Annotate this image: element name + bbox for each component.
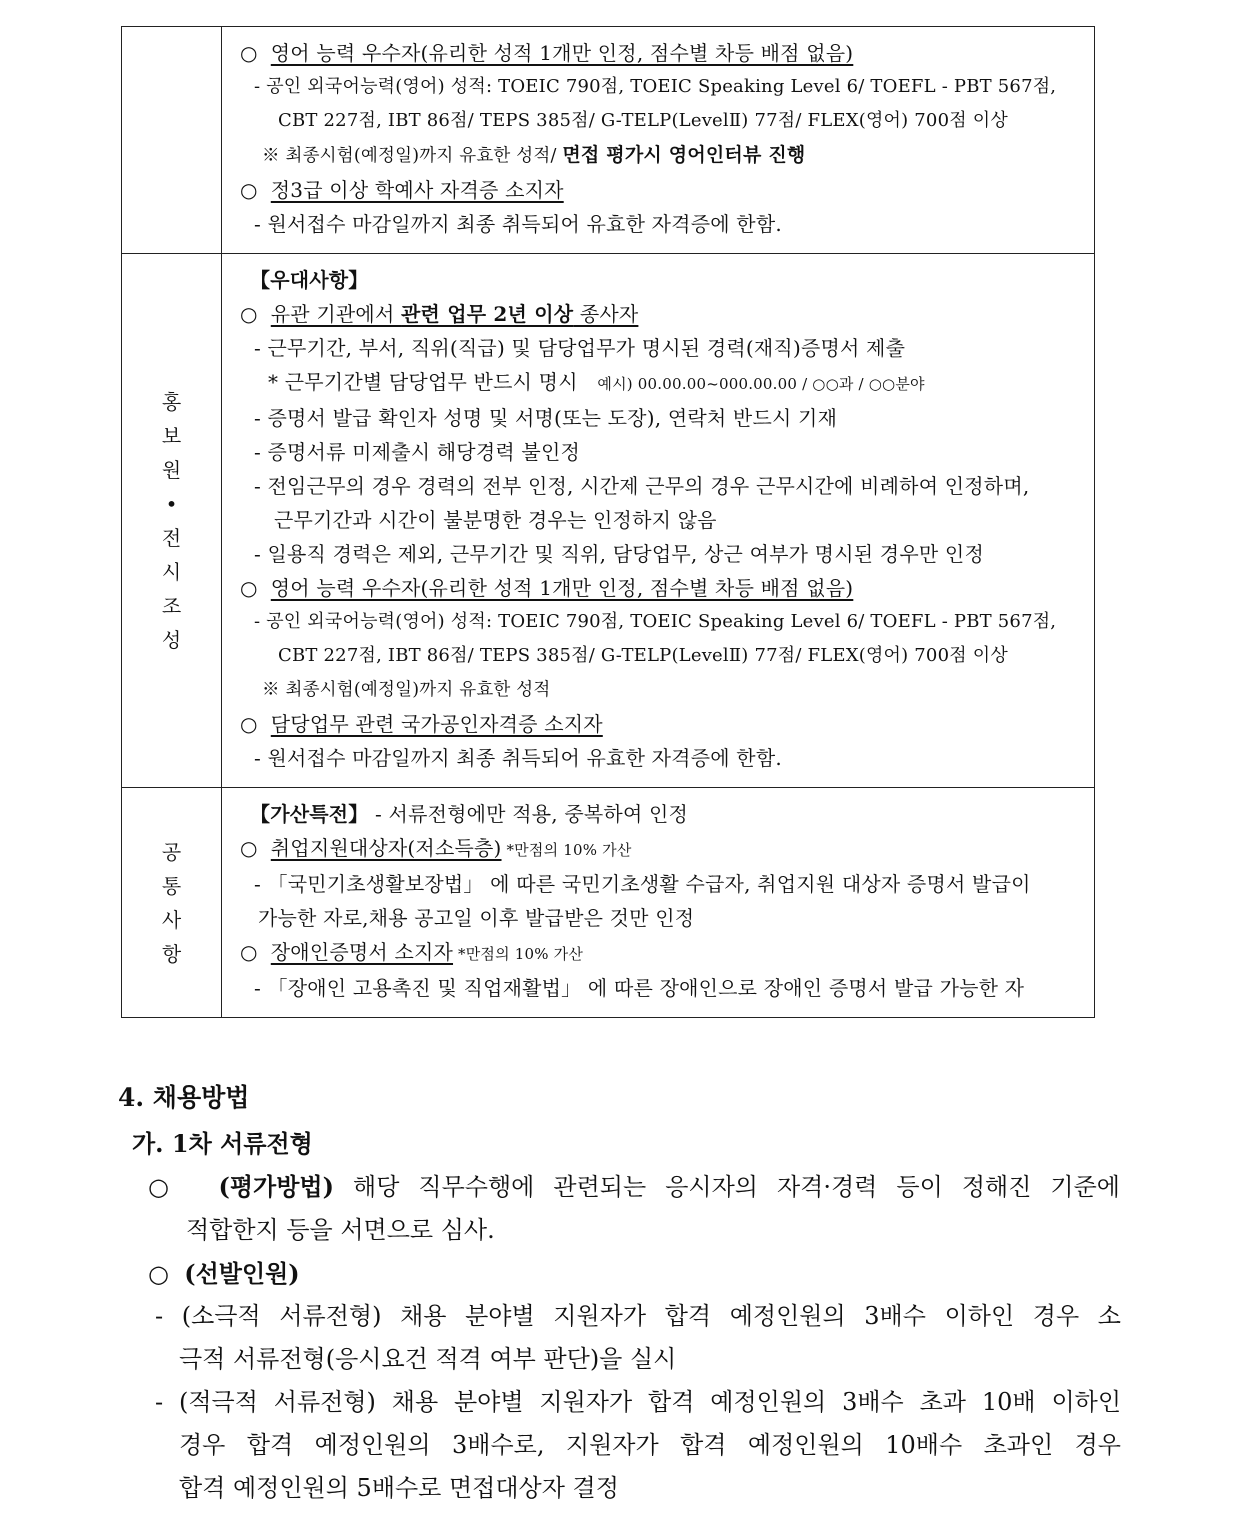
item-title: 담당업무 관련 국가공인자격증 소지자	[270, 712, 603, 736]
table-row	[122, 788, 1095, 1018]
item-detail: - 「국민기초생활보장법」 에 따른 국민기초생활 수급자, 취업지원 대상자 증명서 발급이	[254, 872, 1031, 896]
label-char: •	[165, 491, 178, 516]
example: 예시) 00.00.00~000.00.00 / ○○과 / ○○분야	[597, 375, 925, 393]
item-detail	[236, 365, 1090, 401]
paragraph-label: (평가방법)	[218, 1172, 334, 1201]
bullet-circle: ○	[240, 712, 258, 736]
row-label	[122, 254, 222, 788]
bullet-circle: ○	[240, 302, 258, 326]
emphasis: 관련 업무 2년 이상	[401, 302, 574, 326]
bullet-circle: ○	[240, 576, 258, 600]
list-item	[236, 831, 1090, 867]
label-char: 시	[161, 559, 182, 584]
bullet-circle: ○	[148, 1260, 169, 1288]
paragraph-line: 극적 서류전형(응시요건 적격 여부 판단)을 실시	[179, 1345, 677, 1373]
row-content	[222, 254, 1095, 788]
row-content	[222, 27, 1095, 254]
item-title: 영어 능력 우수자(유리한 성적 1개만 인정, 점수별 차등 배점 없음)	[270, 576, 854, 600]
paragraph-text: 해당 직무수행에 관련되는 응시자의 자격·경력 등이 정해진 기준에	[333, 1173, 1120, 1201]
item-detail: - 증명서류 미제출시 해당경력 불인정	[254, 440, 580, 464]
bullet-circle: ○	[240, 836, 258, 860]
item-title: 취업지원대상자(저소득층)	[270, 836, 502, 860]
list-item	[236, 36, 1090, 70]
bullet-circle: ○	[240, 178, 258, 202]
text: 유관 기관에서	[270, 302, 402, 326]
subsection-title: 가. 1차 서류전형	[132, 1129, 313, 1158]
paragraph-line	[148, 1165, 1120, 1209]
bullet-circle: ○	[240, 940, 258, 964]
table-row	[122, 27, 1095, 254]
label-char: 성	[161, 627, 182, 652]
section-title: 4. 채용방법	[118, 1083, 250, 1112]
item-note: ※ 최종시험(예정일)까지 유효한 성적	[262, 680, 551, 700]
item-bonus-note: *만점의 10% 가산	[501, 841, 632, 859]
paragraph-line: - (소극적 서류전형) 채용 분야별 지원자가 합격 예정인원의 3배수 이하인 경우 소	[155, 1302, 1121, 1330]
label-char: 홍	[161, 389, 182, 414]
label-char: 보	[161, 423, 182, 448]
table-row	[122, 254, 1095, 788]
list-item	[236, 571, 1090, 605]
row-label-empty	[122, 27, 222, 254]
bullet-circle: ○	[240, 41, 258, 65]
label-char: 조	[161, 593, 182, 618]
item-detail: - 원서접수 마감일까지 최종 취득되어 유효한 자격증에 한함.	[254, 212, 782, 236]
text: 종사자	[573, 302, 639, 326]
row-content	[222, 788, 1095, 1018]
text: * 근무기간별 담당업무 반드시 명시	[268, 370, 578, 394]
label-char: 통	[161, 873, 182, 898]
item-detail: CBT 227점, IBT 86점/ TEPS 385점/ G-TELP(LevelⅡ) 77점/ FLEX(영어) 700점 이상	[278, 110, 1008, 131]
item-detail: - 공인 외국어능력(영어) 성적: TOEIC 790점, TOEIC Speaking Level 6/ TOEFL - PBT 567점,	[254, 76, 1057, 97]
vertical-label	[162, 385, 181, 657]
vertical-label	[162, 835, 181, 971]
note-text: ※ 최종시험(예정일)까지 유효한 성적/	[262, 146, 563, 166]
paragraph-passive	[155, 1295, 1121, 1381]
item-title: 장애인증명서 소지자	[270, 940, 454, 964]
paragraph-line: - (적극적 서류전형) 채용 분야별 지원자가 합격 예정인원의 3배수 초과 10배 이하인	[155, 1388, 1121, 1416]
requirements-table	[121, 26, 1095, 1018]
item-detail: 근무기간과 시간이 불분명한 경우는 인정하지 않음	[274, 508, 717, 532]
label-char: 원	[161, 457, 182, 482]
paragraph-active	[155, 1381, 1121, 1510]
label-char: 공	[161, 839, 182, 864]
row-label	[122, 788, 222, 1018]
item-title: 영어 능력 우수자(유리한 성적 1개만 인정, 점수별 차등 배점 없음)	[270, 41, 854, 65]
paragraph-selection	[148, 1252, 300, 1296]
section-heading: 【우대사항】	[250, 268, 369, 292]
label-char: 전	[161, 525, 182, 550]
heading-note: - 서류전형에만 적용, 중복하여 인정	[368, 802, 689, 826]
label-char: 사	[161, 907, 182, 932]
list-item	[236, 935, 1090, 971]
paragraph-line: 적합한지 등을 서면으로 심사.	[186, 1216, 495, 1244]
item-detail: - 근무기간, 부서, 직위(직급) 및 담당업무가 명시된 경력(재직)증명서 제출	[254, 336, 906, 360]
item-title	[271, 302, 639, 326]
item-detail: - 「장애인 고용촉진 및 직업재활법」 에 따른 장애인으로 장애인 증명서 발급 가능한 자	[254, 976, 1025, 1000]
list-item	[236, 707, 1090, 741]
paragraph-line: 합격 예정인원의 5배수로 면접대상자 결정	[179, 1474, 619, 1502]
list-item	[236, 173, 1090, 207]
item-detail: CBT 227점, IBT 86점/ TEPS 385점/ G-TELP(LevelⅡ) 77점/ FLEX(영어) 700점 이상	[278, 645, 1008, 666]
list-item	[236, 297, 1090, 331]
item-title: 정3급 이상 학예사 자격증 소지자	[270, 178, 564, 202]
paragraph-label: (선발인원)	[184, 1259, 300, 1288]
item-detail: 가능한 자로,채용 공고일 이후 발급받은 것만 인정	[258, 906, 695, 930]
item-bonus-note: *만점의 10% 가산	[453, 945, 584, 963]
item-detail: - 공인 외국어능력(영어) 성적: TOEIC 790점, TOEIC Speaking Level 6/ TOEFL - PBT 567점,	[254, 611, 1057, 632]
paragraph-evaluation	[148, 1165, 1120, 1252]
paragraph-line: 경우 합격 예정인원의 3배수로, 지원자가 합격 예정인원의 10배수 초과인 경우	[179, 1431, 1121, 1459]
item-detail: - 원서접수 마감일까지 최종 취득되어 유효한 자격증에 한함.	[254, 746, 782, 770]
item-detail: - 증명서 발급 확인자 성명 및 서명(또는 도장), 연락처 반드시 기재	[254, 406, 838, 430]
item-detail: - 일용직 경력은 제외, 근무기간 및 직위, 담당업무, 상근 여부가 명시된 경우만 인정	[254, 542, 984, 566]
bullet-circle: ○	[148, 1173, 181, 1201]
label-char: 항	[161, 941, 182, 966]
item-note	[236, 138, 1090, 173]
item-detail: - 전임근무의 경우 경력의 전부 인정, 시간제 근무의 경우 근무시간에 비례하여 인정하며,	[254, 474, 1030, 498]
heading-label: 【가산특전】	[250, 802, 369, 826]
section-heading	[236, 797, 1090, 831]
note-emphasis: 면접 평가시 영어인터뷰 진행	[562, 144, 806, 166]
